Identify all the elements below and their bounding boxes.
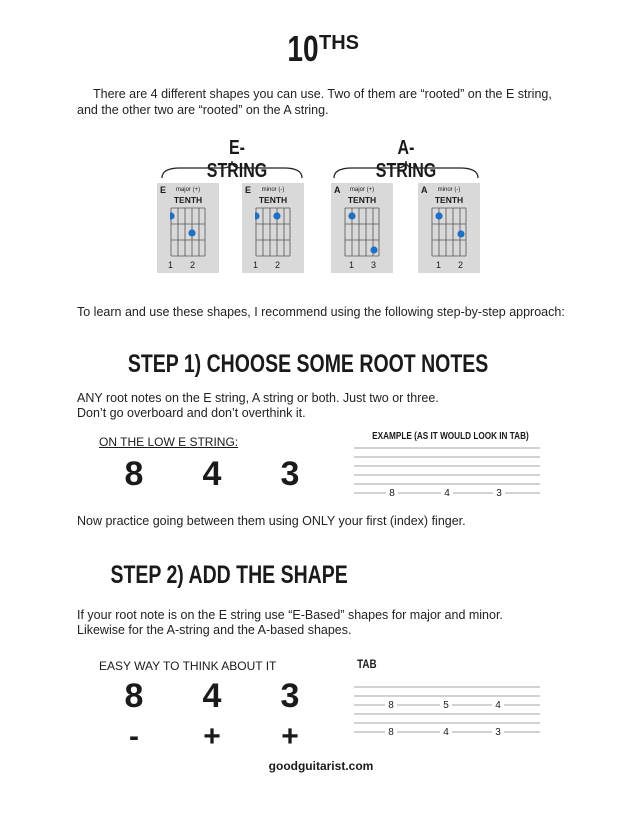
intro-line-1: There are 4 different shapes you can use. Two of them are “rooted” on the E string, (93, 87, 552, 101)
finger-number: 2 (275, 260, 281, 270)
tab-note: 4 (441, 488, 453, 499)
title-main: 10 (287, 28, 319, 69)
footer-site-name: goodguitarist.com (268, 759, 374, 773)
chord-tenth: TENTH (258, 195, 288, 205)
tab-label: TAB (357, 657, 377, 671)
chord-tenth: TENTH (173, 195, 203, 205)
title-superscript: THS (319, 32, 360, 54)
tab-note: 8 (385, 700, 397, 711)
root-number: 3 (280, 677, 300, 715)
chord-a-major-tenth (331, 183, 393, 273)
chord-e-major-tenth (157, 183, 219, 273)
chord-a-minor-tenth (418, 183, 480, 273)
root-number: 8 (124, 455, 144, 493)
e-string-brace (160, 160, 305, 180)
intro-line-2: and the other two are “rooted” on the A string. (77, 103, 329, 117)
chord-tenth: TENTH (434, 195, 464, 205)
root-number: 3 (280, 455, 300, 493)
finger-number: 1 (436, 260, 442, 270)
a-string-label: A-STRING (375, 137, 437, 182)
step-1-text-1: ANY root notes on the E string, A string or both. Just two or three. (77, 391, 439, 405)
chord-quality: minor (-) (437, 187, 461, 193)
fretboard-diagram (431, 207, 467, 257)
chord-e-minor-tenth (242, 183, 304, 273)
practice-text: Now practice going between them using ONLY your first (index) finger. (77, 514, 466, 528)
finger-number: 1 (168, 260, 174, 270)
chord-root: E (245, 185, 252, 195)
step-2-text-1: If your root note is on the E string use “E-Based” shapes for major and minor. (77, 608, 503, 622)
approach-text: To learn and use these shapes, I recommend using the following step-by-step approach: (77, 305, 565, 319)
finger-number: 1 (253, 260, 259, 270)
fretboard-diagram (255, 207, 291, 257)
tab-note: 4 (492, 700, 504, 711)
finger-number: 1 (349, 260, 355, 270)
tab-note: 5 (440, 700, 452, 711)
tab-note: 8 (385, 727, 397, 738)
easy-way-label: EASY WAY TO THINK ABOUT IT (99, 659, 277, 673)
step-1-text-2: Don’t go overboard and don’t overthink it. (77, 406, 306, 420)
fretboard-diagram (170, 207, 206, 257)
finger-number: 3 (371, 260, 377, 270)
quality-sign: + (281, 720, 299, 753)
page-title (0, 28, 642, 70)
step-2-heading: STEP 2) ADD THE SHAPE (110, 561, 348, 589)
tab-note: 3 (492, 727, 504, 738)
tab-example-label: EXAMPLE (AS IT WOULD LOOK IN TAB) (372, 431, 529, 442)
chord-root: A (334, 185, 341, 195)
fretboard-diagram (344, 207, 380, 257)
chord-quality: minor (-) (261, 187, 285, 193)
chord-quality: major (+) (175, 187, 201, 193)
root-number: 4 (202, 677, 222, 715)
step-2-text-2: Likewise for the A-string and the A-based shapes. (77, 623, 352, 637)
chord-quality: major (+) (349, 187, 375, 193)
tab-note: 8 (386, 488, 398, 499)
e-string-label: E-STRING (206, 137, 268, 182)
quality-sign: - (129, 720, 139, 753)
finger-number: 2 (190, 260, 196, 270)
chord-tenth: TENTH (347, 195, 377, 205)
root-number: 8 (124, 677, 144, 715)
tab-note: 3 (493, 488, 505, 499)
chord-root: A (421, 185, 428, 195)
root-number: 4 (202, 455, 222, 493)
low-e-label: ON THE LOW E STRING: (99, 435, 239, 449)
quality-sign: + (203, 720, 221, 753)
a-string-brace (332, 160, 480, 180)
finger-number: 2 (458, 260, 464, 270)
tab-note: 4 (440, 727, 452, 738)
step-1-heading: STEP 1) CHOOSE SOME ROOT NOTES (127, 350, 489, 378)
chord-root: E (160, 185, 167, 195)
